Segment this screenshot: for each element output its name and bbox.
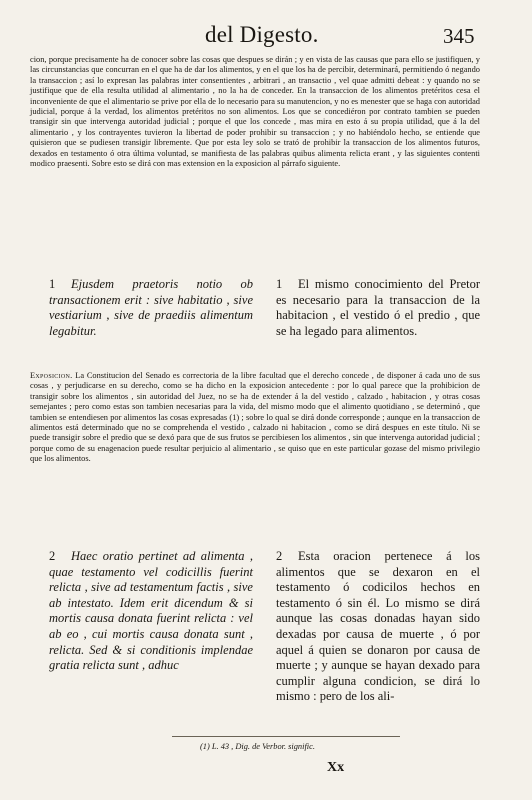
exposition-label: Exposicion.	[30, 371, 73, 380]
page-header	[0, 22, 532, 52]
section-1-spanish-number: 1	[276, 277, 283, 291]
running-title: del Digesto.	[205, 22, 319, 47]
section-1-latin	[49, 277, 253, 339]
section-1-latin-text: Ejusdem praetoris notio ob transactionem erit : sive habitatio , sive vestiarium , sive de praediis alimentum legabitur.	[49, 277, 253, 338]
page-number: 345	[443, 24, 475, 48]
signature-mark: Xx	[327, 760, 345, 775]
section-2-spanish	[276, 549, 480, 705]
section-1-latin-number: 1	[49, 277, 56, 291]
section-2-latin-number: 2	[49, 549, 56, 563]
section-2-spanish-number: 2	[276, 549, 283, 563]
section-2-spanish-text: Esta oracion pertenece á los alimentos que se dexaron en el testamento ó codicilos hechos en testamento ó sin él. Lo mismo se dirá aunque las cosas donadas hayan sido dexadas por causa de muerte , ó por aquel á quien se donaron por causa de muerte ; y aunque se hayan dexado para cumplir alguna condicion, se dirá lo mismo : pero de los ali-	[276, 549, 480, 704]
exposition-text: La Constitucion del Senado es correctoria de la libre facultad que el derecho concede , de disponer á cada uno de sus cosas , y perjudicarse en su derecho, como se ha dicho en la exposicion antecedente : por lo qual parece que la prohibicion de transigir sobre los alimentos , sin autoridad del Juez, no se ha de extender á la del vestido , calzado , habitacion , y otras cosas semejantes ; pero como estas son tambien necesarias para la vida, del mismo modo que el alimento quotidiano , se determinó , que tambien se entendiesen por alimentos las cosas expresadas (1) ; sobre lo qual se dirá donde corresponde ; aunque en la transaccion de alimentos está determinado que no se comprehenda el vestido , calzado ni habitacion , como se dirá despues en este título. Ni se puede transigir sobre el predio que se dexó para que de sus frutos se percibiesen los alimentos , sin que intervenga autoridad judicial ; porque como de su enagenacion puede resultar perjuicio al alimentario , se quiso que en este particular gozase del mismo privilegio que los alimentos.	[30, 371, 480, 464]
section-1-spanish-text: El mismo conocimiento del Pretor es necesario para la transaccion de la habitacion , el vestido ó el predio , que se ha legado para alimentos.	[276, 277, 480, 338]
footnote-divider	[172, 736, 400, 737]
exposition-block	[30, 371, 480, 465]
intro-paragraph-block	[30, 55, 480, 169]
intro-paragraph: cion, porque precisamente ha de conocer sobre las cosas que despues se dirán ; y en vista de las causas que para ello se justifiquen, y las circunstancias que concurran en el que ha de dar los alimentos, y en el que los ha de percibir, determinará, permitiendo ó negando la transaccion ; así lo expresan las palabras inter consentientes , arbitrari , an transactio , vel quae admitti debeat : y quando no se justifique que de ella resulta utilidad al alimentario , no la ha de conceder. En la transaccion de los alimentos pretéritos cesa el inconveniente de que el alimentario se prive por ella de lo necesario para su manutencion, y no es menester que se haga con autoridad judicial, porque á la verdad, los alimentos pretéritos no son alimentos. Los que se concediéron por contrato tambien se pueden transigir sin que intervenga autoridad judicial ; porque el que los concede , mas mira en esto á su propia utilidad, que á la del alimentario , y los contrayentes tuvieron la libertad de poder prohibir su transaccion ; y no habiéndolo hecho, se entiende que quisieron que se pudiesen transigir libremente. Que por esta ley solo se trató de prohibir la transaccion de los alimentos futuros, dexados en testamento ó otra última voluntad, se manifiesta de las palabras quibus alimenta relicta erant , y las siguientes contenti modico praesenti. Sobre esto se dirá con mas extension en la exposicion al párrafo siguiente.	[30, 55, 480, 169]
section-2-latin	[49, 549, 253, 674]
footnote: (1) L. 43 , Dig. de Verbor. signific.	[200, 742, 315, 751]
section-1-spanish	[276, 277, 480, 339]
section-2-latin-text: Haec oratio pertinet ad alimenta , quae testamento vel codicillis fuerint relicta , sive ad testamentum factis , sive ab intestato. Idem erit dicendum & si mortis causa donata fuerint relicta : vel ab eo , cui mortis causa donata sunt , relicta. Sed & si conditionis implendae gratia relicta sunt , adhuc	[49, 549, 253, 673]
